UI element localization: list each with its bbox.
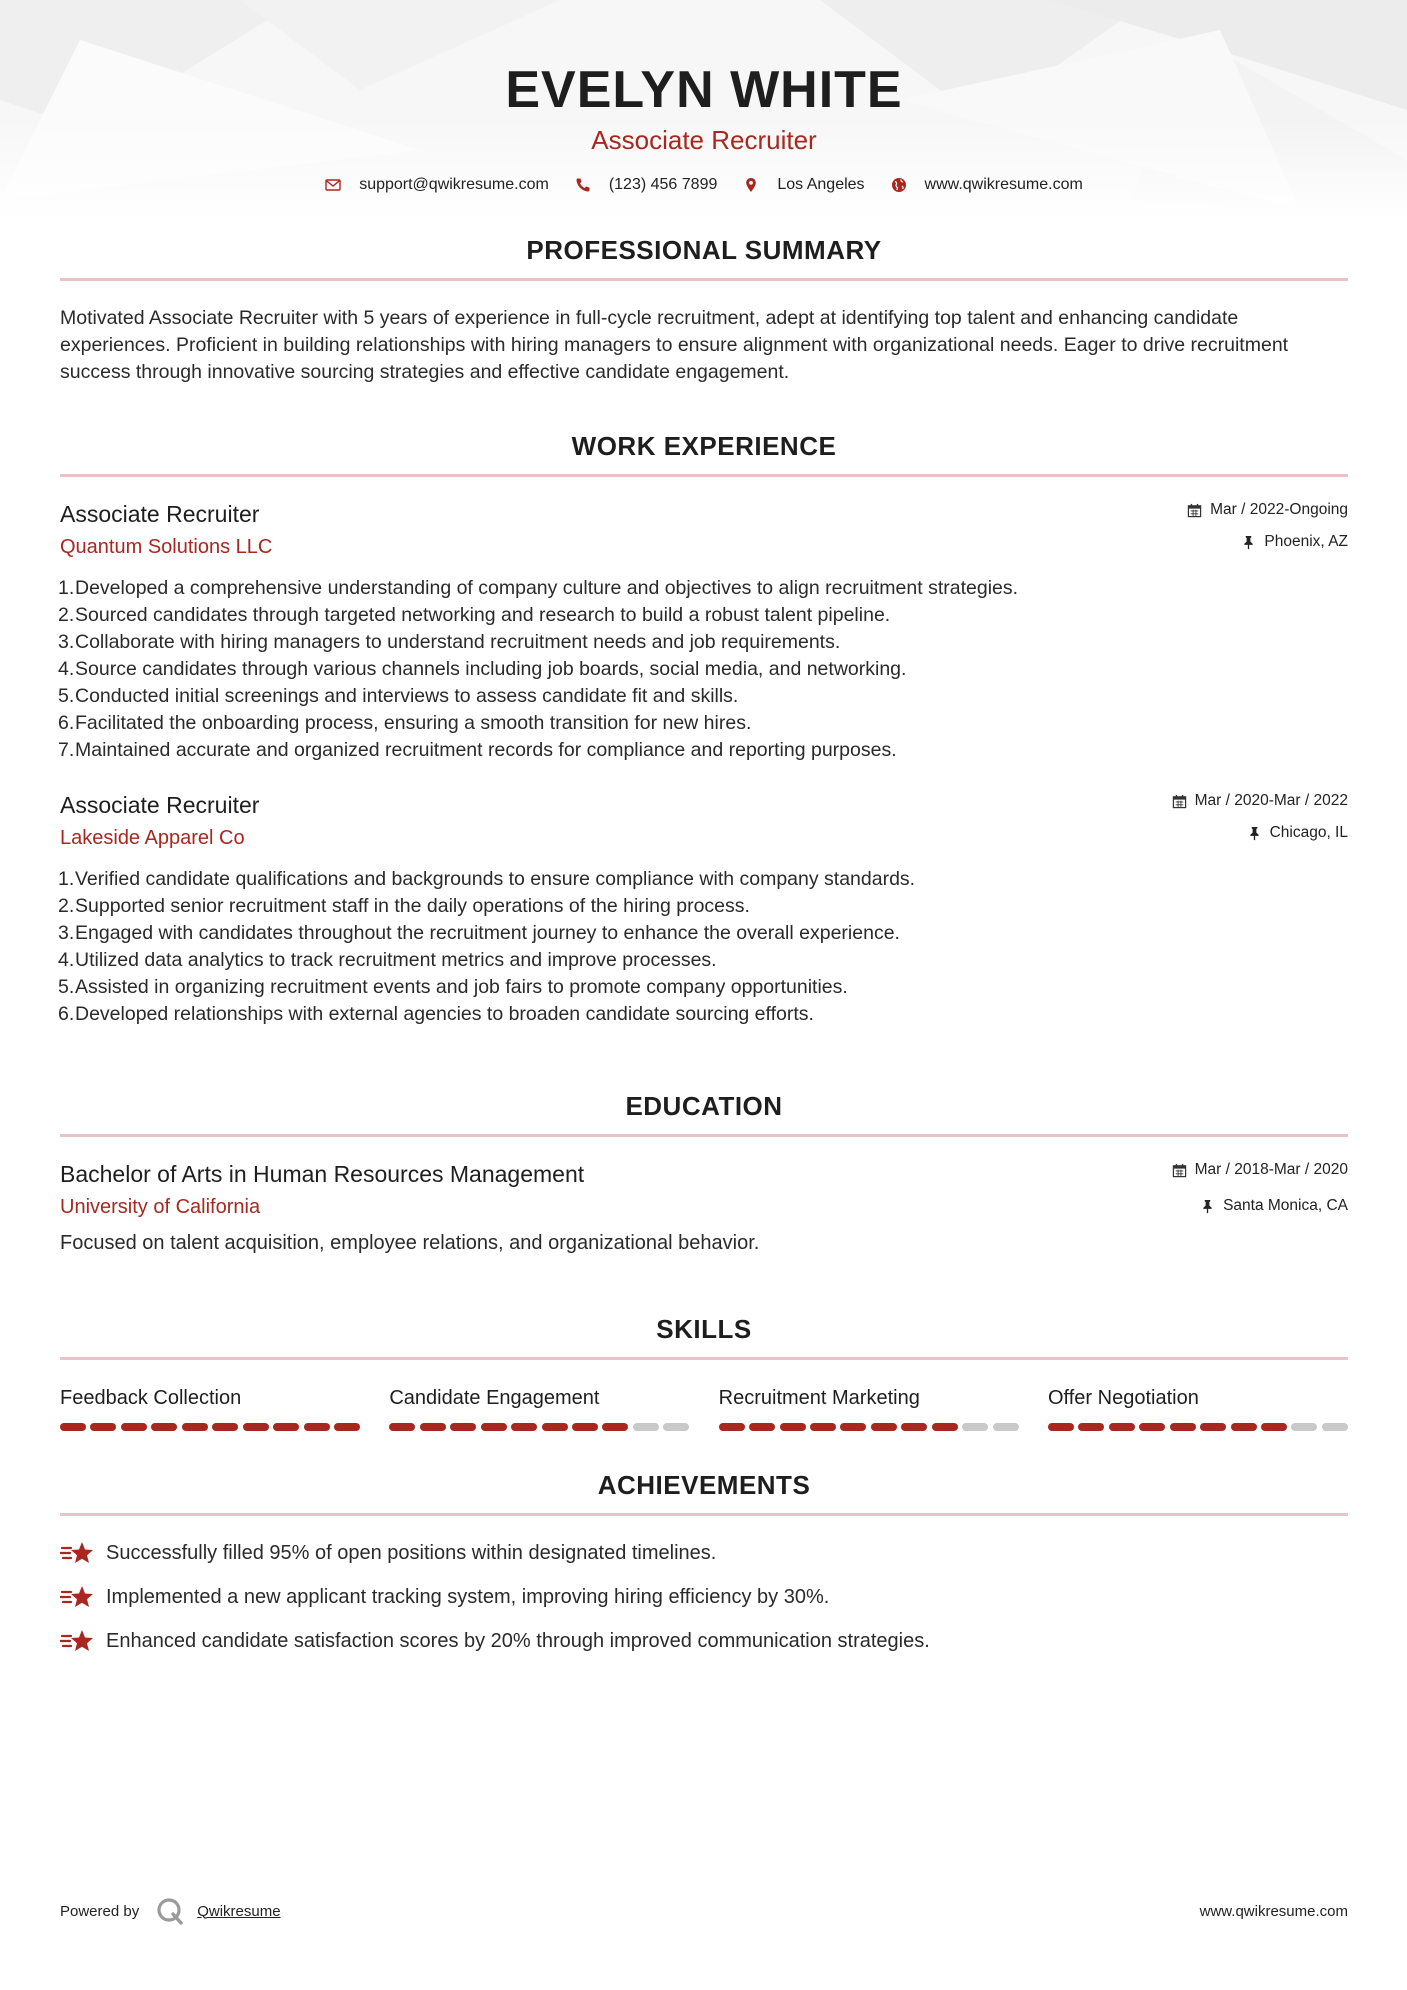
section-divider (60, 1134, 1348, 1137)
achievement-text: Implemented a new applicant tracking system, improving hiring efficiency by 30%. (106, 1585, 830, 1608)
job-role: Associate Recruiter (60, 501, 260, 527)
skill-item (389, 1384, 689, 1431)
education-description: Focused on talent acquisition, employee relations, and organizational behavior. (60, 1232, 760, 1254)
skill-segment-filled (212, 1423, 238, 1431)
skill-segment-filled (481, 1423, 507, 1431)
section-divider (60, 278, 1348, 281)
resume-page (60, 0, 1348, 1670)
contact-email[interactable] (325, 176, 549, 194)
skill-item (60, 1384, 360, 1431)
skill-segment-filled (1261, 1423, 1287, 1431)
skill-segment-filled (1048, 1423, 1074, 1431)
pin-icon (1200, 1199, 1215, 1214)
powered-by-label: Powered by (60, 1902, 140, 1920)
list-item: 1. Verified candidate qualifications and backgrounds to ensure compliance with company standards. (58, 868, 916, 890)
location-icon (743, 177, 759, 193)
skill-segment-filled (420, 1423, 446, 1431)
contact-bar (60, 176, 1348, 194)
achievements-list (60, 1538, 1348, 1656)
skill-segment-empty (1322, 1423, 1348, 1431)
skill-name: Candidate Engagement (389, 1387, 600, 1409)
skill-segment-filled (151, 1423, 177, 1431)
skill-segment-filled (840, 1423, 866, 1431)
job-dates-text: Mar / 2022-Ongoing (1210, 501, 1348, 518)
job-company: Quantum Solutions LLC (60, 536, 273, 558)
list-item: 4. Utilized data analytics to track recruitment metrics and improve processes. (58, 949, 717, 971)
candidate-name: EVELYN WHITE (505, 61, 903, 119)
shooting-star-icon (60, 1627, 94, 1655)
job-dates-text: Mar / 2020-Mar / 2022 (1194, 792, 1348, 809)
list-item: 1. Developed a comprehensive understanding of company culture and objectives to align recruitment strategies. (58, 577, 1019, 599)
powered-by (60, 1896, 281, 1926)
skill-segment-filled (273, 1423, 299, 1431)
job-company: Lakeside Apparel Co (60, 827, 245, 849)
skill-segment-filled (243, 1423, 269, 1431)
skill-segment-filled (542, 1423, 568, 1431)
calendar-icon (1187, 503, 1202, 518)
skill-segment-empty (993, 1423, 1019, 1431)
shooting-star-icon (60, 1583, 94, 1611)
list-item: 3. Engaged with candidates throughout the recruitment journey to enhance the overall experience. (58, 922, 900, 944)
job-bullet-list (60, 575, 1348, 764)
skill-segment-filled (182, 1423, 208, 1431)
achievement-text: Successfully filled 95% of open positions within designated timelines. (106, 1541, 717, 1564)
education-location-text: Santa Monica, CA (1223, 1197, 1348, 1214)
globe-icon (891, 177, 907, 193)
summary-heading: PROFESSIONAL SUMMARY (526, 235, 882, 265)
skill-segment-filled (1139, 1423, 1165, 1431)
skill-segment-filled (602, 1423, 628, 1431)
achievement-text: Enhanced candidate satisfaction scores by 20% through improved communication strategies. (106, 1629, 930, 1652)
skill-item (1048, 1384, 1348, 1431)
skills-section (60, 1313, 1348, 1431)
contact-website-text: www.qwikresume.com (924, 176, 1083, 193)
phone-icon (575, 177, 591, 193)
skill-level-bar (60, 1423, 360, 1431)
contact-email-text: support@qwikresume.com (359, 176, 549, 193)
qwikresume-logo-icon (155, 1896, 185, 1926)
experience-heading: WORK EXPERIENCE (571, 431, 837, 461)
contact-location (743, 176, 864, 194)
achievement-item (60, 1538, 1348, 1568)
skill-segment-filled (511, 1423, 537, 1431)
education-dates (1172, 1159, 1348, 1181)
job-location-text: Phoenix, AZ (1264, 533, 1348, 550)
list-item: 5. Assisted in organizing recruitment events and job fairs to promote company opportunities. (58, 976, 848, 998)
list-item: 6. Facilitated the onboarding process, ensuring a smooth transition for new hires. (58, 712, 752, 734)
education-section (60, 1090, 1348, 1257)
contact-location-text: Los Angeles (777, 176, 865, 193)
experience-section (60, 430, 1348, 1028)
contact-website[interactable] (891, 176, 1083, 194)
skill-segment-filled (871, 1423, 897, 1431)
footer-website[interactable]: www.qwikresume.com (1199, 1902, 1348, 1920)
skill-level-bar (1048, 1423, 1348, 1431)
achievements-section (60, 1469, 1348, 1656)
job-bullet-list (60, 866, 1348, 1028)
calendar-icon (1172, 1163, 1187, 1178)
skill-segment-filled (1170, 1423, 1196, 1431)
skill-segment-filled (450, 1423, 476, 1431)
job-location-text: Chicago, IL (1269, 824, 1348, 841)
skill-level-bar (389, 1423, 689, 1431)
shooting-star-icon (60, 1539, 94, 1567)
skill-name: Recruitment Marketing (718, 1387, 920, 1409)
skill-segment-filled (901, 1423, 927, 1431)
brand-link[interactable]: Qwikresume (197, 1902, 281, 1920)
skill-segment-filled (60, 1423, 86, 1431)
skill-segment-filled (1200, 1423, 1226, 1431)
job-dates (1187, 499, 1348, 521)
skill-segment-filled (719, 1423, 745, 1431)
achievement-item (60, 1582, 1348, 1612)
skill-segment-empty (962, 1423, 988, 1431)
candidate-title: Associate Recruiter (591, 125, 817, 155)
pin-icon (1247, 826, 1262, 841)
skill-segment-filled (304, 1423, 330, 1431)
skill-segment-empty (633, 1423, 659, 1431)
skill-segment-filled (389, 1423, 415, 1431)
job-role: Associate Recruiter (60, 792, 260, 818)
list-item: 6. Developed relationships with external agencies to broaden candidate sourcing efforts. (58, 1003, 814, 1025)
skill-segment-filled (810, 1423, 836, 1431)
section-divider (60, 474, 1348, 477)
calendar-icon (1172, 794, 1187, 809)
skill-segment-filled (121, 1423, 147, 1431)
list-item: 2. Sourced candidates through targeted networking and research to build a robust talent pipeline. (58, 604, 891, 626)
education-heading: EDUCATION (625, 1091, 783, 1121)
job-dates (1172, 790, 1348, 812)
summary-section (60, 234, 1348, 386)
degree-title: Bachelor of Arts in Human Resources Management (60, 1161, 585, 1187)
list-item: 7. Maintained accurate and organized recruitment records for compliance and reporting purposes. (58, 739, 897, 761)
skill-segment-filled (334, 1423, 360, 1431)
skill-name: Feedback Collection (60, 1387, 242, 1409)
education-dates-text: Mar / 2018-Mar / 2020 (1194, 1161, 1348, 1178)
section-divider (60, 1513, 1348, 1516)
resume-header (60, 0, 1348, 194)
list-item: 5. Conducted initial screenings and interviews to assess candidate fit and skills. (58, 685, 739, 707)
skill-segment-filled (1109, 1423, 1135, 1431)
skill-segment-filled (1078, 1423, 1104, 1431)
job-entry (60, 790, 1348, 1028)
skill-segment-filled (572, 1423, 598, 1431)
pin-icon (1241, 535, 1256, 550)
list-item: 4. Source candidates through various channels including job boards, social media, and networking. (58, 658, 907, 680)
achievement-item (60, 1626, 1348, 1656)
education-location (1172, 1195, 1348, 1217)
email-icon (325, 177, 341, 193)
skill-segment-filled (780, 1423, 806, 1431)
job-location (1172, 822, 1348, 844)
section-divider (60, 1357, 1348, 1360)
list-item: 2. Supported senior recruitment staff in the daily operations of the hiring process. (58, 895, 750, 917)
page-footer (60, 1896, 1348, 1926)
achievements-heading: ACHIEVEMENTS (597, 1470, 811, 1500)
skill-segment-filled (90, 1423, 116, 1431)
skill-segment-empty (663, 1423, 689, 1431)
skill-segment-filled (1231, 1423, 1257, 1431)
skill-segment-filled (749, 1423, 775, 1431)
skill-item (719, 1384, 1019, 1431)
skills-heading: SKILLS (656, 1314, 752, 1344)
school-name: University of California (60, 1196, 261, 1218)
summary-text: Motivated Associate Recruiter with 5 years of experience in full-cycle recruitment, adept at identifying top talent and enhancing candidate experiences. Proficient in building relationships with hiring managers to ensure alignment with organizational needs. Eager to drive recruitment success through innovative sourcing strategies and effective candidate engagement. (60, 307, 1289, 383)
list-item: 3. Collaborate with hiring managers to understand recruitment needs and job requirements. (58, 631, 841, 653)
job-location (1187, 531, 1348, 553)
skill-segment-filled (932, 1423, 958, 1431)
contact-phone-text: (123) 456 7899 (608, 176, 718, 193)
contact-phone[interactable] (575, 176, 718, 194)
skill-segment-empty (1291, 1423, 1317, 1431)
job-entry (60, 499, 1348, 764)
skill-name: Offer Negotiation (1047, 1387, 1199, 1409)
education-entry (60, 1159, 1348, 1257)
skills-list (60, 1384, 1348, 1431)
skill-level-bar (719, 1423, 1019, 1431)
